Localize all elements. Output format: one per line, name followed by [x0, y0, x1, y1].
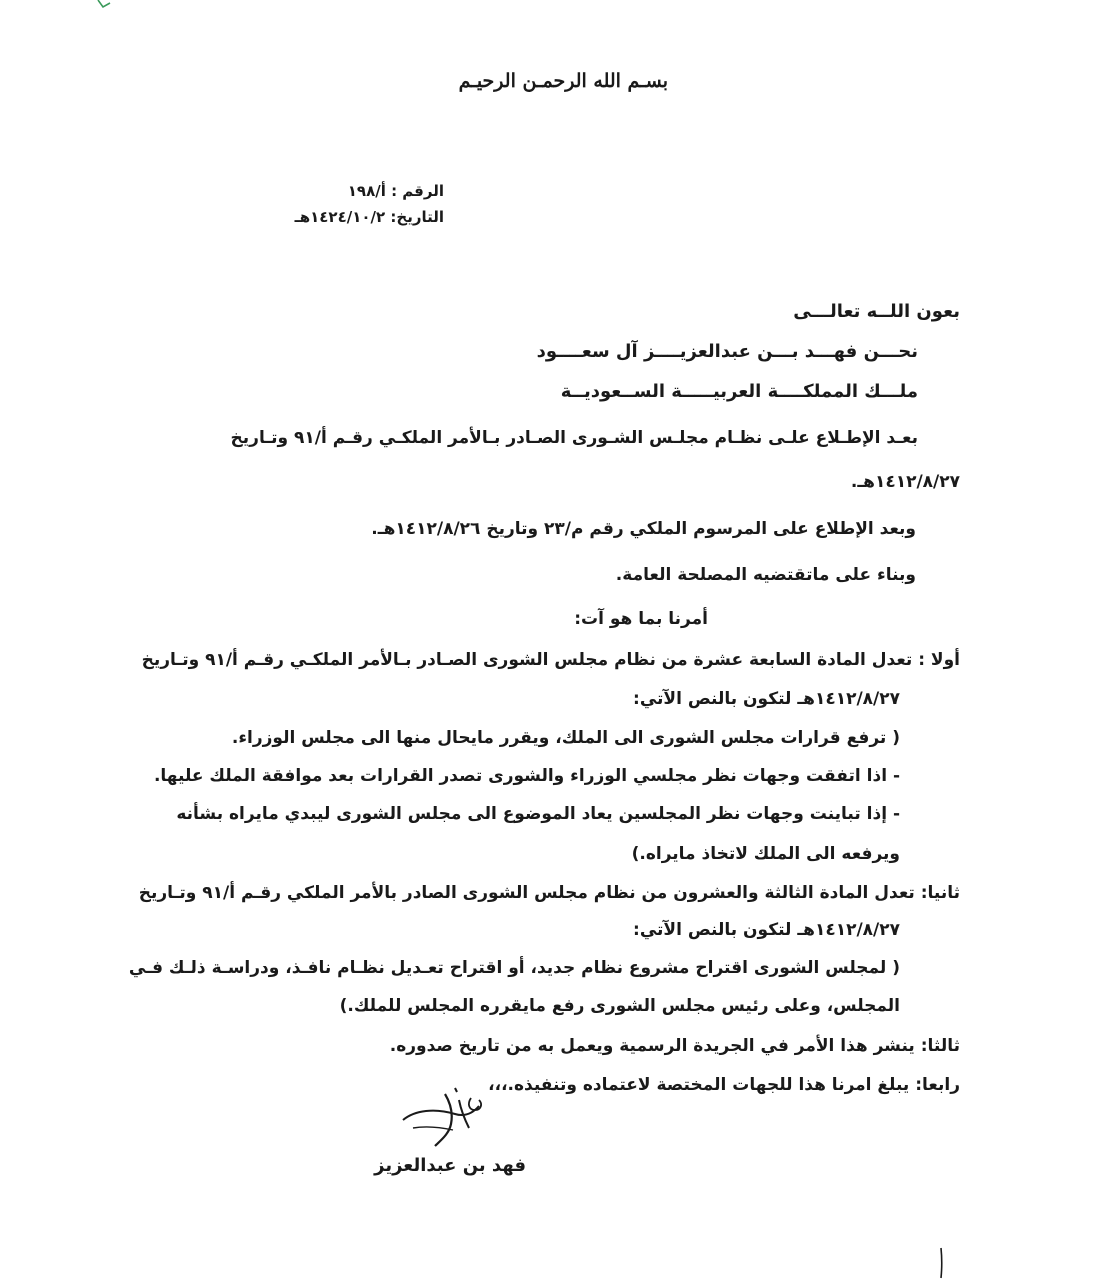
article-first-line-2: ١٤١٢/٨/٢٧هـ لتكون بالنص الآتي:: [633, 689, 900, 709]
article-second-text-line-1: ( لمجلس الشورى اقتراح مشروع نظام جديد، أو اقتراح تعـديل نظـام نافـذ، ودراسـة ذلـك فـي: [128, 958, 900, 978]
order-intro: أمرنا بما هو آت:: [574, 609, 708, 629]
margin-stroke-icon: [936, 1246, 946, 1280]
article-second-text-line-2: المجلس، وعلى رئيس مجلس الشورى رفع مايقرره المجلس للملك.): [339, 996, 900, 1016]
consideration-1-line-1: بعـد الإطـلاع علـى نظـام مجلـس الشـورى الصـادر بـالأمر الملكـي رقـم أ/٩١ وتـاريخ: [230, 428, 918, 448]
reference-number: الرقم : أ/١٩٨: [347, 182, 444, 200]
consideration-2: وبعد الإطلاع على المرسوم الملكي رقم م/٢٣ وتاريخ ١٤١٢/٨/٢٦هـ.: [371, 519, 916, 539]
article-first-bullet-1: - اذا اتفقت وجهات نظر مجلسي الوزراء والشورى تصدر القرارات بعد موافقة الملك عليها.: [153, 766, 900, 786]
signatory-name: فهد بن عبدالعزيز: [374, 1155, 526, 1176]
handwritten-signature-icon: [395, 1080, 505, 1155]
consideration-3: وبناء على ماتقتضيه المصلحة العامة.: [615, 565, 916, 585]
green-corner-mark-icon: [96, 0, 112, 10]
consideration-1-line-2: ١٤١٢/٨/٢٧هـ.: [850, 472, 960, 492]
article-second-line-2: ١٤١٢/٨/٢٧هـ لتكون بالنص الآتي:: [633, 920, 900, 940]
article-first-text: ( ترفع قرارات مجلس الشورى الى الملك، ويقرر مايحال منها الى مجلس الوزراء.: [231, 728, 900, 748]
reference-date: التاريخ: ١٤٢٤/١٠/٢هـ: [294, 208, 444, 226]
king-title: ملـــك المملكــــة العربيـــــة الســعوديــة: [560, 381, 918, 402]
article-second-line-1: ثانيا: تعدل المادة الثالثة والعشرون من نظام مجلس الشورى الصادر بالأمر الملكي رقـم أ/٩١ وتـاريخ: [138, 883, 960, 903]
invocation: بعون اللــه تعالـــى: [793, 301, 960, 322]
basmala: بسـم الله الرحمـن الرحيـم: [458, 70, 668, 92]
article-fourth: رابعا: يبلغ امرنا هذا للجهات المختصة لاعتماده وتنفيذه.،،،: [488, 1075, 960, 1095]
article-third: ثالثا: ينشر هذا الأمر في الجريدة الرسمية ويعمل به من تاريخ صدوره.: [389, 1036, 960, 1056]
king-name: نحـــن فهـــد بـــن عبدالعزيــــز آل سعــــود: [536, 341, 918, 362]
article-first-bullet-2-line-2: ويرفعه الى الملك لاتخاذ مايراه.): [631, 844, 900, 864]
article-first-bullet-2-line-1: - إذا تباينت وجهات نظر المجلسين يعاد الموضوع الى مجلس الشورى ليبدي مايراه بشأنه: [176, 804, 900, 824]
article-first-line-1: أولا : تعدل المادة السابعة عشرة من نظام مجلس الشورى الصـادر بـالأمر الملكـي رقـم أ/٩١ وتـاريخ: [141, 650, 960, 670]
